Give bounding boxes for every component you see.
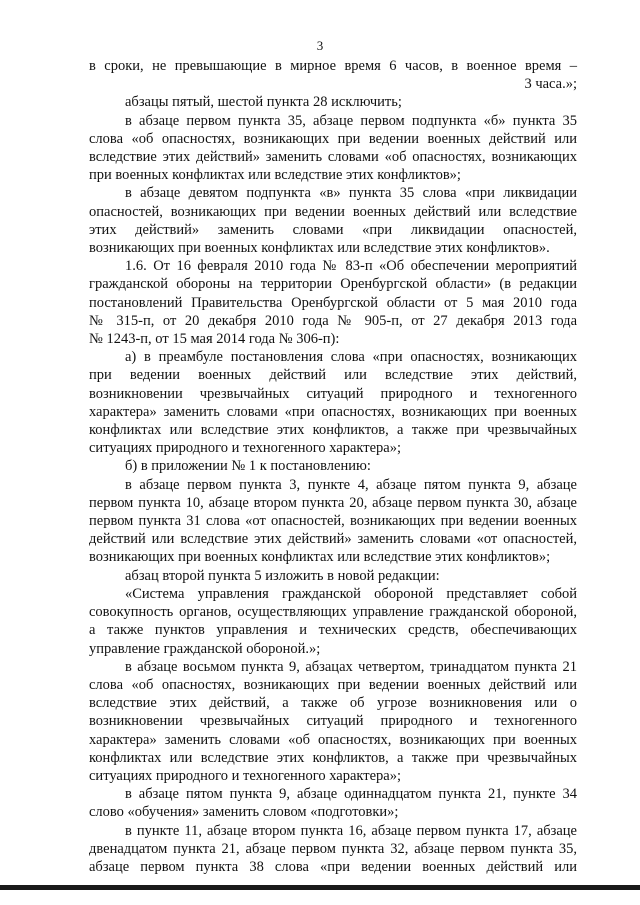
text-line: при ведении военных действий или вследствие этих действий, bbox=[89, 367, 577, 384]
text-line: абзац второй пункта 5 изложить в новой редакции: bbox=[125, 567, 440, 584]
text-line: возникающих при военных конфликтах или вследствие этих конфликтов»; bbox=[89, 549, 551, 566]
text-line: в абзаце девятом подпункта «в» пункта 35 слова «при ликвидации bbox=[125, 185, 577, 202]
text-line: а также пунктов управления и технических средств, обеспечивающих bbox=[89, 622, 577, 639]
text-line: конфликтах или вследствие этих конфликтов, а также при чрезвычайных bbox=[89, 749, 577, 766]
text-line: «Система управления гражданской обороной представляет собой bbox=[125, 585, 577, 602]
document-body bbox=[89, 57, 577, 876]
text-line: в абзаце восьмом пункта 9, абзацах четвертом, тринадцатом пункта 21 bbox=[125, 658, 577, 675]
text-line: абзаце первом пункта 38 слова «при ведении военных действий или bbox=[89, 858, 577, 875]
text-line: этих действий» заменить словами «при ликвидации опасностей, bbox=[89, 221, 577, 238]
text-line: характера» заменить словами «при опасностях, возникающих при военных bbox=[89, 403, 577, 420]
text-line: конфликтах или вследствие этих конфликтов, а также при чрезвычайных bbox=[89, 422, 577, 439]
text-line: постановлений Правительства Оренбургской области от 5 мая 2010 года bbox=[89, 294, 577, 311]
text-line: характера» заменить словами «об опасностях, возникающих при военных bbox=[89, 731, 577, 748]
text-line: возникающих при военных конфликтах или вследствие этих конфликтов». bbox=[89, 240, 550, 257]
text-line: б) в приложении № 1 к постановлению: bbox=[125, 458, 371, 475]
text-line: слово «обучения» заменить словом «подготовки»; bbox=[89, 804, 399, 821]
text-line: первом пункта 10, абзаце втором пункта 20, абзаце первом пункта 30, абзаце bbox=[89, 494, 577, 511]
text-line: при военных конфликтах или вследствие этих конфликтов»; bbox=[89, 167, 461, 184]
text-line: 3 часа.»; bbox=[524, 76, 577, 93]
text-line: № 315-п, от 20 декабря 2010 года № 905-п, от 27 декабря 2013 года bbox=[89, 312, 577, 329]
text-line: действий или вследствие этих действий» заменить словами «от опасностей, bbox=[89, 531, 577, 548]
text-line: в сроки, не превышающие в мирное время 6 часов, в военное время – bbox=[89, 58, 577, 74]
bottom-rule bbox=[0, 885, 640, 890]
text-line: в пункте 11, абзаце втором пункта 16, абзаце первом пункта 17, абзаце bbox=[125, 822, 577, 839]
text-line: абзацы пятый, шестой пункта 28 исключить; bbox=[125, 94, 402, 111]
text-line: совокупность органов, осуществляющих управление гражданской обороной, bbox=[89, 604, 577, 621]
text-line: первом пункта 31 слова «от опасностей, возникающих при ведении военных bbox=[89, 513, 577, 530]
text-line: вследствие этих действий» заменить словами «об опасностях, возникающих bbox=[89, 149, 577, 166]
text-line: 1.6. От 16 февраля 2010 года № 83-п «Об обеспечении мероприятий bbox=[125, 258, 577, 275]
text-line: ситуациях природного и техногенного характера»; bbox=[89, 440, 402, 457]
page-number: 3 bbox=[316, 38, 324, 53]
text-line: а) в преамбуле постановления слова «при опасностях, возникающих bbox=[125, 349, 577, 366]
text-line: в абзаце пятом пункта 9, абзаце одиннадцатом пункта 21, пункте 34 bbox=[125, 786, 577, 803]
text-line: ситуациях природного и техногенного характера»; bbox=[89, 767, 402, 784]
text-line: возникновении чрезвычайных ситуаций природного и техногенного bbox=[89, 713, 577, 730]
text-line: гражданской обороны на территории Оренбургской области» (в редакции bbox=[89, 276, 577, 293]
text-line: в абзаце первом пункта 3, пункте 4, абзаце пятом пункта 9, абзаце bbox=[125, 476, 577, 493]
text-line: опасностей, возникающих при ведении военных действий или вследствие bbox=[89, 203, 577, 220]
text-line: управление гражданской обороной.»; bbox=[89, 640, 321, 657]
text-line: № 1243-п, от 15 мая 2014 года № 306-п): bbox=[89, 331, 340, 348]
text-line: вследствие этих действий, а также об угрозе возникновения или о bbox=[89, 695, 577, 712]
text-line: слова «об опасностях, возникающих при ведении военных действий или bbox=[89, 676, 577, 693]
text-line: возникновении чрезвычайных ситуаций природного и техногенного bbox=[89, 385, 577, 402]
text-line: слова «об опасностях, возникающих при ведении военных действий или bbox=[89, 130, 577, 147]
text-line: в абзаце первом пункта 35, абзаце первом подпункта «б» пункта 35 bbox=[125, 112, 577, 129]
text-line: двенадцатом пункта 21, абзаце первом пункта 32, абзаце первом пункта 35, bbox=[89, 840, 577, 857]
